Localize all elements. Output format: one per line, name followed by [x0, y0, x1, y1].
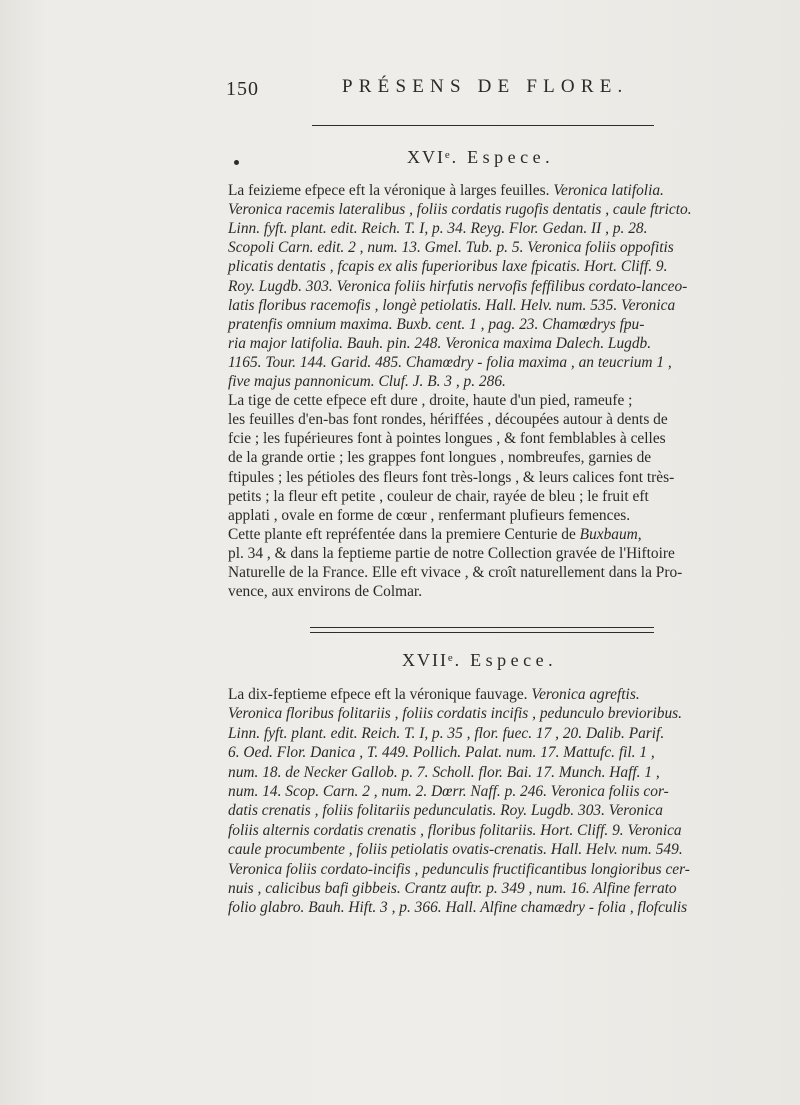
text-line	[228, 685, 640, 705]
roman-segment: La feizieme efpece eft la véronique à larges feuilles.	[228, 182, 554, 199]
text-line	[228, 525, 642, 545]
italic-segment: foliis alternis cordatis crenatis , floribus folitariis. Hort. Cliff. 9. Veronica	[228, 821, 682, 839]
roman-segment: fcie ; les fupérieures font à pointes longues , & font femblables à celles	[228, 430, 666, 448]
italic-segment: Veronica latifolia.	[553, 182, 664, 199]
section-label: Espece.	[470, 650, 558, 670]
italic-segment: 1165. Tour. 144. Garid. 485. Chamœdry - folia maxima , an teucrium 1 ,	[228, 353, 672, 371]
text-line	[228, 468, 674, 488]
text-line	[228, 898, 687, 918]
italic-segment: num. 14. Scop. Carn. 2 , num. 2. Dœrr. Naff. p. 246. Veronica foliis cor-	[228, 783, 669, 800]
italic-segment: Roy. Lugdb. 303. Veronica foliis hirfutis nervofis feffilibus cordato-lanceo-	[228, 277, 688, 295]
text-line	[228, 563, 682, 583]
roman-segment: La tige de cette efpece eft dure , droite, haute d'un pied, rameufe ;	[228, 392, 633, 410]
italic-segment: five majus pannonicum. Cluf. J. B. 3 , p. 286.	[228, 373, 506, 390]
text-line	[228, 782, 669, 802]
italic-segment: nuis , calicibus bafi gibbeis. Crantz auftr. p. 349 , num. 16. Alfine ferrato	[228, 880, 677, 897]
text-line	[228, 801, 663, 821]
text-line	[228, 821, 682, 841]
ornament-dot	[234, 160, 239, 165]
italic-segment: Veronica racemis lateralibus , foliis cordatis rugofis dentatis , caule ftricto.	[228, 201, 692, 219]
text-line	[228, 879, 677, 899]
italic-segment: Veronica foliis cordato-incifis , pedunculis fructificantibus longioribus cer-	[228, 860, 690, 878]
italic-segment: latis floribus racemofis , longè petiolatis. Hall. Helv. num. 535. Veronica	[228, 296, 676, 314]
header-rule	[312, 125, 654, 126]
text-line	[228, 763, 660, 783]
roman-segment: petits ; la fleur eft petite , couleur de chair, rayée de bleu ; le fruit eft	[228, 487, 649, 505]
text-line	[228, 277, 687, 297]
text-line	[228, 448, 651, 468]
text-line	[228, 219, 647, 239]
italic-segment: datis crenatis , foliis folitariis pedunculatis. Roy. Lugdb. 303. Veronica	[228, 802, 663, 820]
text-line	[228, 840, 683, 860]
italic-segment: plicatis dentatis , fcapis ex alis fuperioribus laxe fpicatis. Hort. Cliff. 9.	[228, 258, 668, 276]
text-line	[228, 296, 675, 316]
section-divider	[310, 627, 654, 633]
roman-segment: de la grande ortie ; les grappes font longues , nombreufes, garnies de	[228, 449, 652, 467]
text-line	[228, 257, 667, 277]
roman-segment: vence, aux environs de Colmar.	[228, 583, 423, 601]
italic-segment: Veronica agreftis.	[531, 686, 640, 703]
italic-segment: caule procumbente , foliis petiolatis ovatis-crenatis. Hall. Helv. num. 549.	[228, 841, 683, 859]
text-line	[228, 544, 675, 564]
roman-segment: ftipules ; les pétioles des fleurs font très-longs , & leurs calices font très-	[228, 468, 675, 486]
page-header	[226, 76, 666, 104]
italic-segment: ria major latifolia. Bauh. pin. 248. Veronica maxima Dalech. Lugdb.	[228, 334, 652, 352]
roman-segment: La dix-feptieme efpece eft la véronique fauvage.	[228, 686, 532, 703]
roman-segment: applati , ovale en forme de cœur , renfermant plufieurs femences.	[228, 506, 631, 524]
text-line	[228, 429, 666, 449]
text-line	[228, 353, 672, 373]
italic-segment: Veronica floribus folitariis , foliis cordatis incifis , pedunculo brevioribus.	[228, 705, 683, 723]
text-line	[228, 582, 422, 602]
roman-segment: Naturelle de la France. Elle eft vivace , & croît naturellement dans la Pro-	[228, 564, 683, 581]
text-line	[228, 334, 651, 354]
section-heading-16	[407, 147, 554, 168]
text-line	[228, 506, 630, 526]
text-line	[228, 200, 692, 220]
text-line	[228, 487, 649, 507]
section-number: XVIIᵉ.	[402, 650, 462, 670]
italic-segment: folio glabro. Bauh. Hift. 3 , p. 366. Hall. Alfine chamædry - folia , flofculis	[228, 899, 688, 917]
italic-segment: pratenfis omnium maxima. Buxb. cent. 1 , pag. 23. Chamœdrys fpu-	[228, 315, 645, 333]
text-line	[228, 704, 682, 724]
text-line	[228, 860, 690, 880]
text-line	[228, 724, 664, 744]
text-line	[228, 391, 632, 411]
italic-segment: Linn. fyft. plant. edit. Reich. T. I, p. 35 , flor. fuec. 17 , 20. Dalib. Parif.	[228, 724, 665, 742]
running-title: PRÉSENS DE FLORE.	[342, 76, 629, 97]
text-line	[228, 238, 674, 258]
page-number: 150	[226, 78, 259, 100]
roman-segment: pl. 34 , & dans la feptieme partie de notre Collection gravée de l'Hiftoire	[228, 544, 675, 562]
text-line	[228, 372, 506, 392]
roman-segment: les feuilles d'en-bas font rondes, hériffées , découpées autour à dents de	[228, 411, 668, 429]
section-label: Espece.	[467, 147, 555, 167]
text-line	[228, 743, 655, 763]
roman-segment: Cette plante eft repréfentée dans la premiere Centurie de	[228, 525, 580, 543]
text-line	[228, 410, 668, 430]
italic-segment: 6. Oed. Flor. Danica , T. 449. Pollich. Palat. num. 17. Mattufc. fil. 1 ,	[228, 744, 655, 762]
italic-segment: Linn. fyft. plant. edit. Reich. T. I, p. 34. Reyg. Flor. Gedan. II , p. 28.	[228, 220, 648, 238]
italic-segment: Buxbaum,	[579, 525, 642, 543]
italic-segment: num. 18. de Necker Gallob. p. 7. Scholl. flor. Bai. 17. Munch. Haff. 1 ,	[228, 763, 660, 781]
text-line	[228, 315, 644, 335]
section-number: XVIᵉ.	[407, 147, 459, 167]
italic-segment: Scopoli Carn. edit. 2 , num. 13. Gmel. Tub. p. 5. Veronica foliis oppofitis	[228, 239, 674, 257]
text-line	[228, 181, 664, 201]
section-heading-17	[402, 650, 557, 671]
